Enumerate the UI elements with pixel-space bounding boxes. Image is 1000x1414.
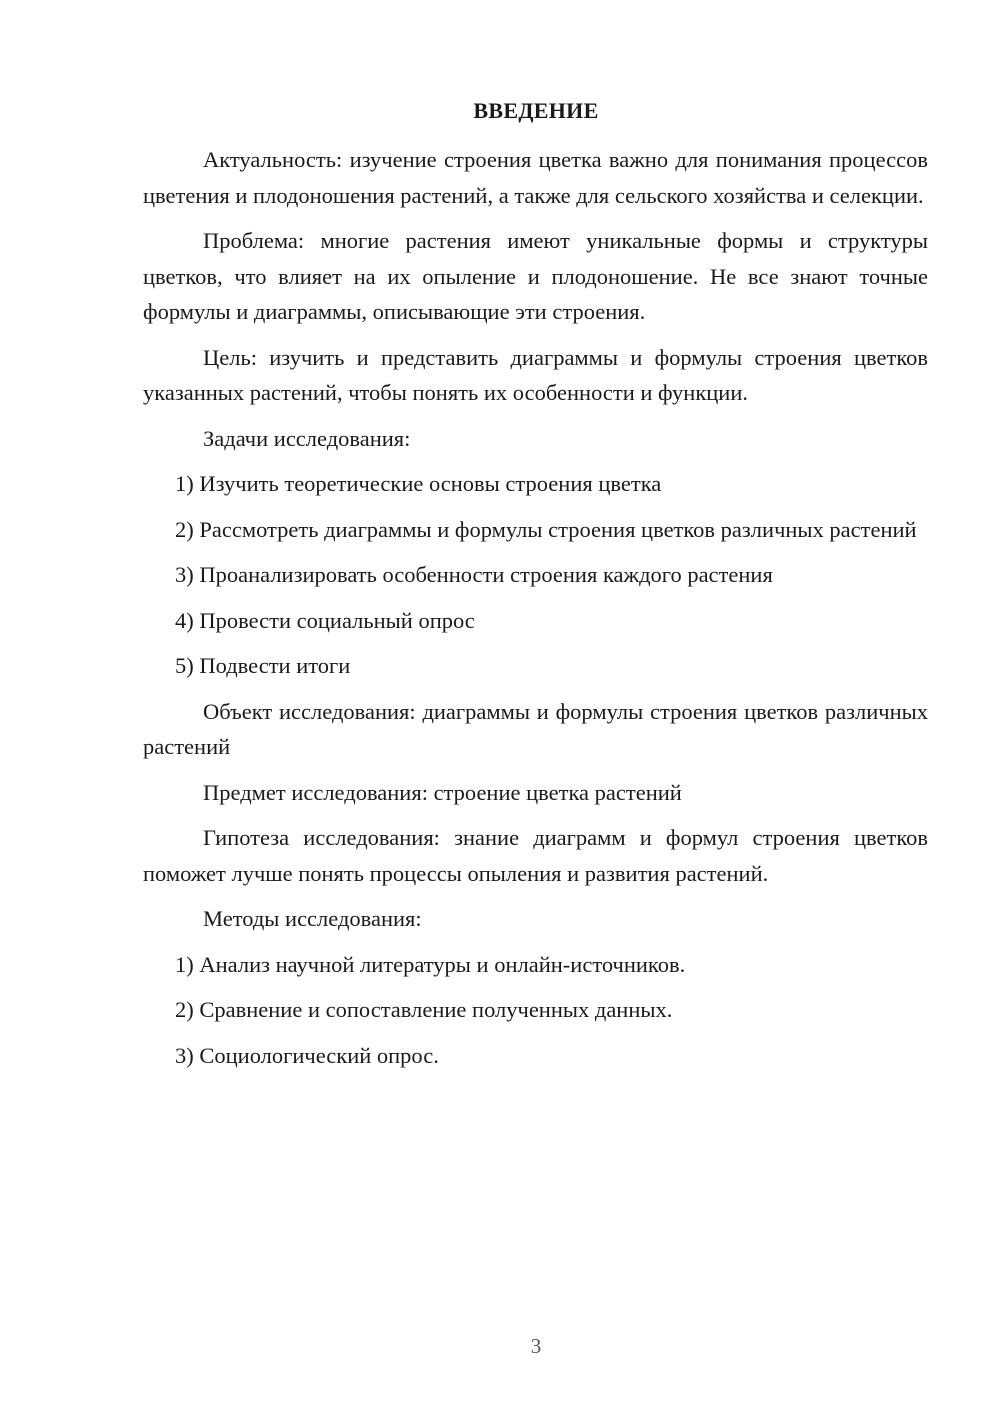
tasks-heading: Задачи исследования: xyxy=(203,425,411,451)
method-item-1: 1) Анализ научной литературы и онлайн-источников. xyxy=(175,951,686,977)
object-paragraph: Объект исследования: диаграммы и формулы строения цветков различных растений xyxy=(143,698,928,759)
task-item-5: 5) Подвести итоги xyxy=(175,653,351,678)
method-item-3: 3) Социологический опрос. xyxy=(175,1042,439,1068)
page-number: 3 xyxy=(530,1334,542,1358)
subject-paragraph: Предмет исследования: строение цветка растений xyxy=(203,779,682,805)
page-title: ВВЕДЕНИЕ xyxy=(473,98,599,123)
methods-heading: Методы исследования: xyxy=(203,906,422,931)
problem-paragraph: Проблема: многие растения имеют уникальные формы и структуры цветков, что влияет на их опыление и плодоношение. Не все знают точные формулы и диаграммы, описывающие эти строения. xyxy=(143,228,928,324)
task-item-4: 4) Провести социальный опрос xyxy=(175,607,475,633)
relevance-paragraph: Актуальность: изучение строения цветка важно для понимания процессов цветения и плодоношения растений, а также для сельского хозяйства и селекции. xyxy=(143,147,928,208)
method-item-2: 2) Сравнение и сопоставление полученных данных. xyxy=(175,997,673,1022)
task-item-3: 3) Проанализировать особенности строения каждого растения xyxy=(175,562,773,587)
goal-paragraph: Цель: изучить и представить диаграммы и формулы строения цветков указанных растений, чтобы понять их особенности и функции. xyxy=(143,344,928,405)
task-item-2: 2) Рассмотреть диаграммы и формулы строения цветков различных растений xyxy=(175,516,917,542)
document-body xyxy=(143,142,928,1083)
hypothesis-paragraph: Гипотеза исследования: знание диаграмм и формул строения цветков поможет лучше понять процессы опыления и развития растений. xyxy=(143,825,928,886)
task-item-1: 1) Изучить теоретические основы строения цветка xyxy=(175,471,662,496)
